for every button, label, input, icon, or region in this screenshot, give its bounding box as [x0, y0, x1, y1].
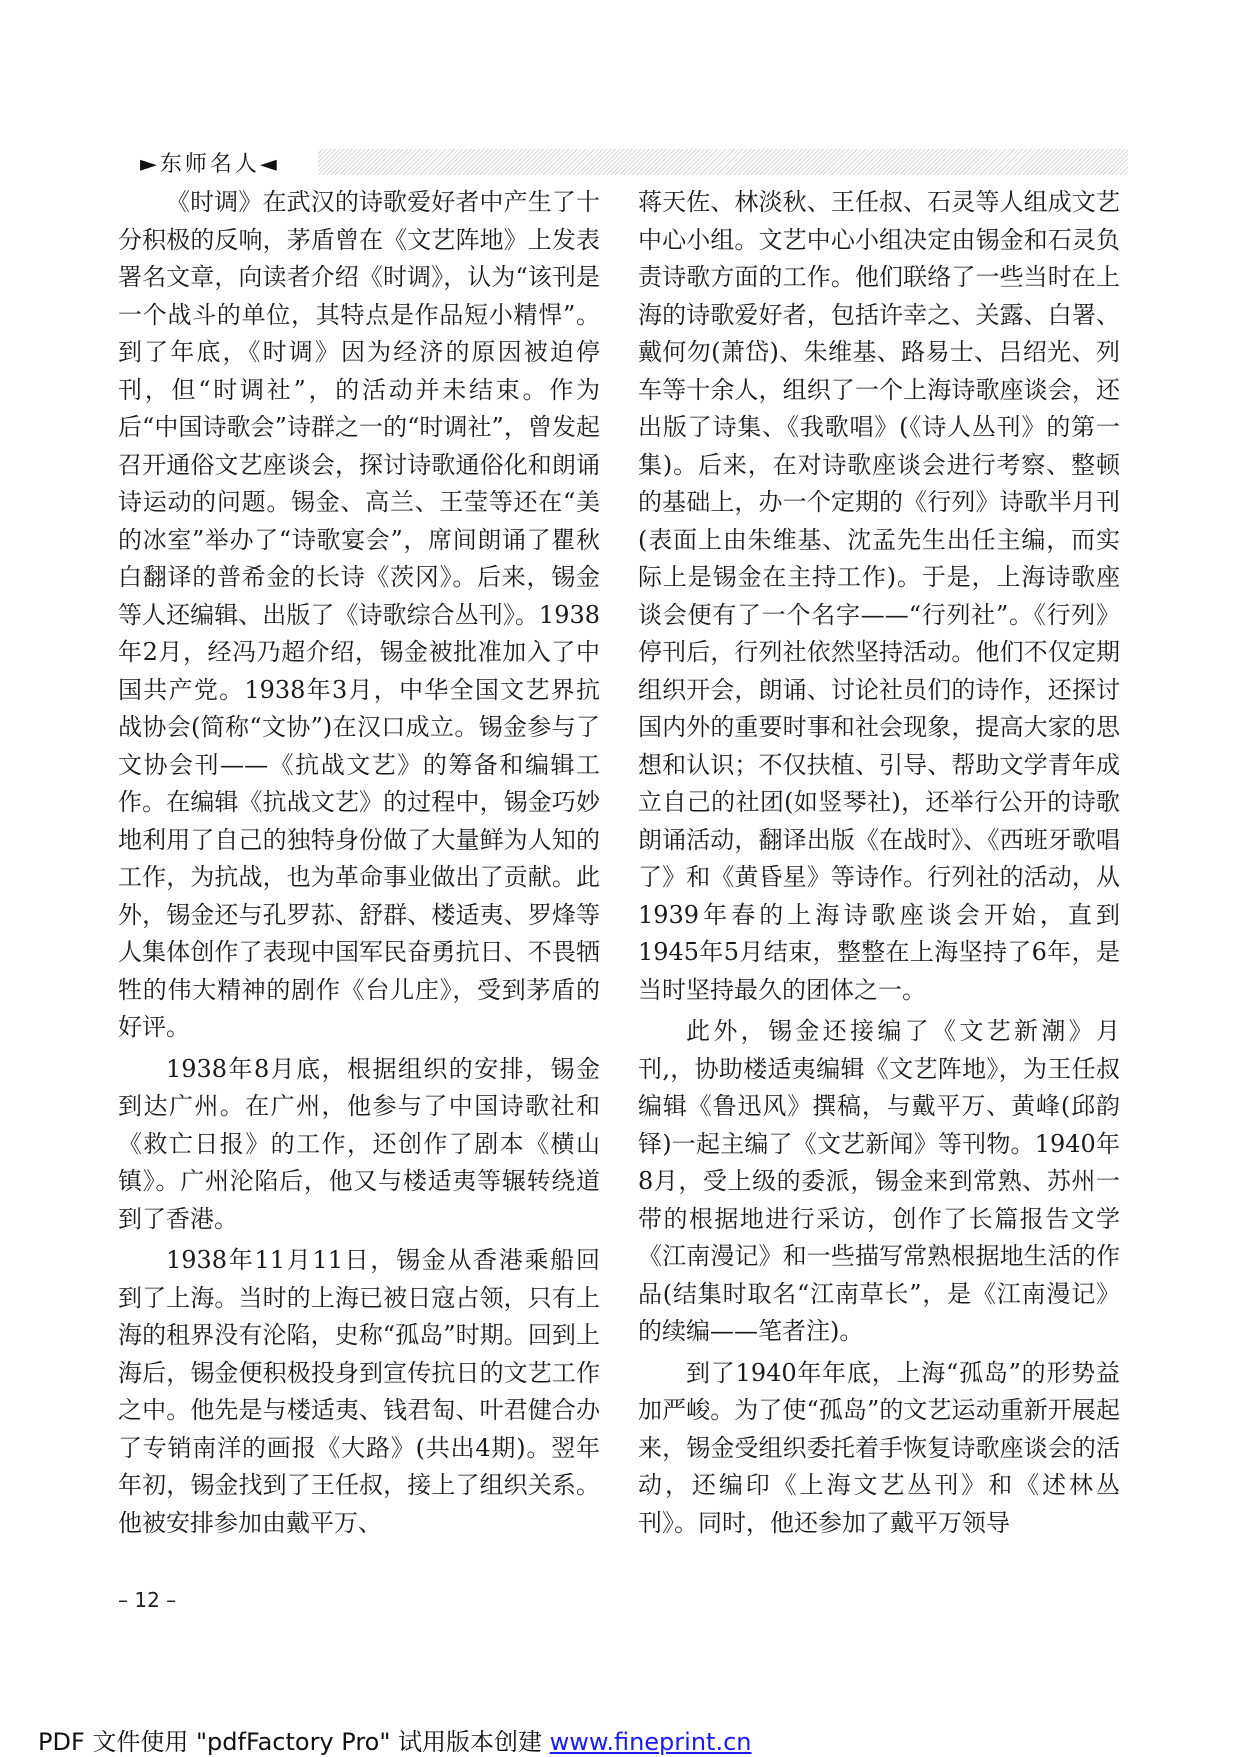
footer-notice [38, 1722, 751, 1757]
paragraph: 此外，锡金还接编了《文艺新潮》月刊,，协助楼适夷编辑《文艺阵地》，为王任叔编辑《鲁迅风》撰稿，与戴平万、黄峰(邱韵铎)一起主编了《文艺新闻》等刊物。1940年8月，受上级的委派，锡金来到常熟、苏州一带的根据地进行采访，创作了长篇报告文学《江南漫记》和一些描写常熟根据地生活的作品(结集时取名“江南草长”，是《江南漫记》的续编——笔者注)。 [638, 1017, 1120, 1345]
paragraph: 1938年8月底，根据组织的安排，锡金到达广州。在广州，他参与了中国诗歌社和《救亡日报》的工作，还创作了剧本《横山镇》。广州沦陷后，他又与楼适夷等辗转绕道到了香港。 [118, 1054, 600, 1233]
right-column [638, 184, 1120, 1546]
footer-notice-text: PDF 文件使用 "pdfFactory Pro" 试用版本创建 [38, 1728, 550, 1756]
footer-link[interactable]: www.fineprint.cn [549, 1728, 752, 1756]
section-label: ►东师名人◄ [140, 152, 280, 177]
paragraph: 《时调》在武汉的诗歌爱好者中产生了十分积极的反响，茅盾曾在《文艺阵地》上发表署名文章，向读者介绍《时调》，认为“该刊是一个战斗的单位，其特点是作品短小精悍”。到了年底，《时调》因为经济的原因被迫停刊，但“时调社”，的活动并未结束。作为后“中国诗歌会”诗群之一的“时调社”，曾发起召开通俗文艺座谈会，探讨诗歌通俗化和朗诵诗运动的问题。锡金、高兰、王莹等还在“美的冰室”举办了“诗歌宴会”，席间朗诵了瞿秋白翻译的普希金的长诗《茨冈》。后来，锡金等人还编辑、出版了《诗歌综合丛刊》。1938年2月，经冯乃超介绍，锡金被批准加入了中国共产党。1938年3月，中华全国文艺界抗战协会(简称“文协”)在汉口成立。锡金参与了文协会刊——《抗战文艺》的筹备和编辑工作。在编辑《抗战文艺》的过程中，锡金巧妙地利用了自己的独特身份做了大量鲜为人知的工作，为抗战，也为革命事业做出了贡献。此外，锡金还与孔罗荪、舒群、楼适夷、罗烽等人集体创作了表现中国军民奋勇抗日、不畏牺牲的伟大精神的剧作《台儿庄》，受到茅盾的好评。 [118, 188, 600, 1041]
header-decorative-band [318, 149, 1128, 175]
running-header [118, 143, 1128, 177]
paragraph: 1938年11月11日，锡金从香港乘船回到了上海。当时的上海已被日寇占领，只有上海的租界没有沦陷，史称“孤岛”时期。回到上海后，锡金便积极投身到宣传抗日的文艺工作之中。他先是与楼适夷、钱君匋、叶君健合办了专销南洋的画报《大路》(共出4期)。翌年年初，锡金找到了王任叔，接上了组织关系。他被安排参加由戴平万、 [118, 1246, 600, 1537]
page-number: – 12 – [118, 1588, 177, 1612]
paragraph: 到了1940年年底，上海“孤岛”的形势益加严峻。为了使“孤岛”的文艺运动重新开展起来，锡金受组织委托着手恢复诗歌座谈会的活动，还编印《上海文艺丛刊》和《述林丛刊》。同时，他还参加了戴平万领导 [638, 1358, 1120, 1537]
left-column [118, 184, 600, 1546]
paragraph: 蒋天佐、林淡秋、王任叔、石灵等人组成文艺中心小组。文艺中心小组决定由锡金和石灵负责诗歌方面的工作。他们联络了一些当时在上海的诗歌爱好者，包括许幸之、关露、白署、戴何勿(萧岱)、朱维基、路易士、吕绍光、列车等十余人，组织了一个上海诗歌座谈会，还出版了诗集、《我歌唱》(《诗人丛刊》的第一集)。后来，在对诗歌座谈会进行考察、整顿的基础上，办一个定期的《行列》诗歌半月刊(表面上由朱维基、沈孟先生出任主编，而实际上是锡金在主持工作)。于是，上海诗歌座谈会便有了一个名字——“行列社”。《行列》停刊后，行列社依然坚持活动。他们不仅定期组织开会，朗诵、讨论社员们的诗作，还探讨国内外的重要时事和社会现象，提高大家的思想和认识；不仅扶植、引导、帮助文学青年成立自己的社团(如竖琴社)，还举行公开的诗歌朗诵活动，翻译出版《在战时》、《西班牙歌唱了》和《黄昏星》等诗作。行列社的活动，从1939年春的上海诗歌座谈会开始，直到1945年5月结束，整整在上海坚持了6年，是当时坚持最久的团体之一。 [638, 188, 1120, 1004]
